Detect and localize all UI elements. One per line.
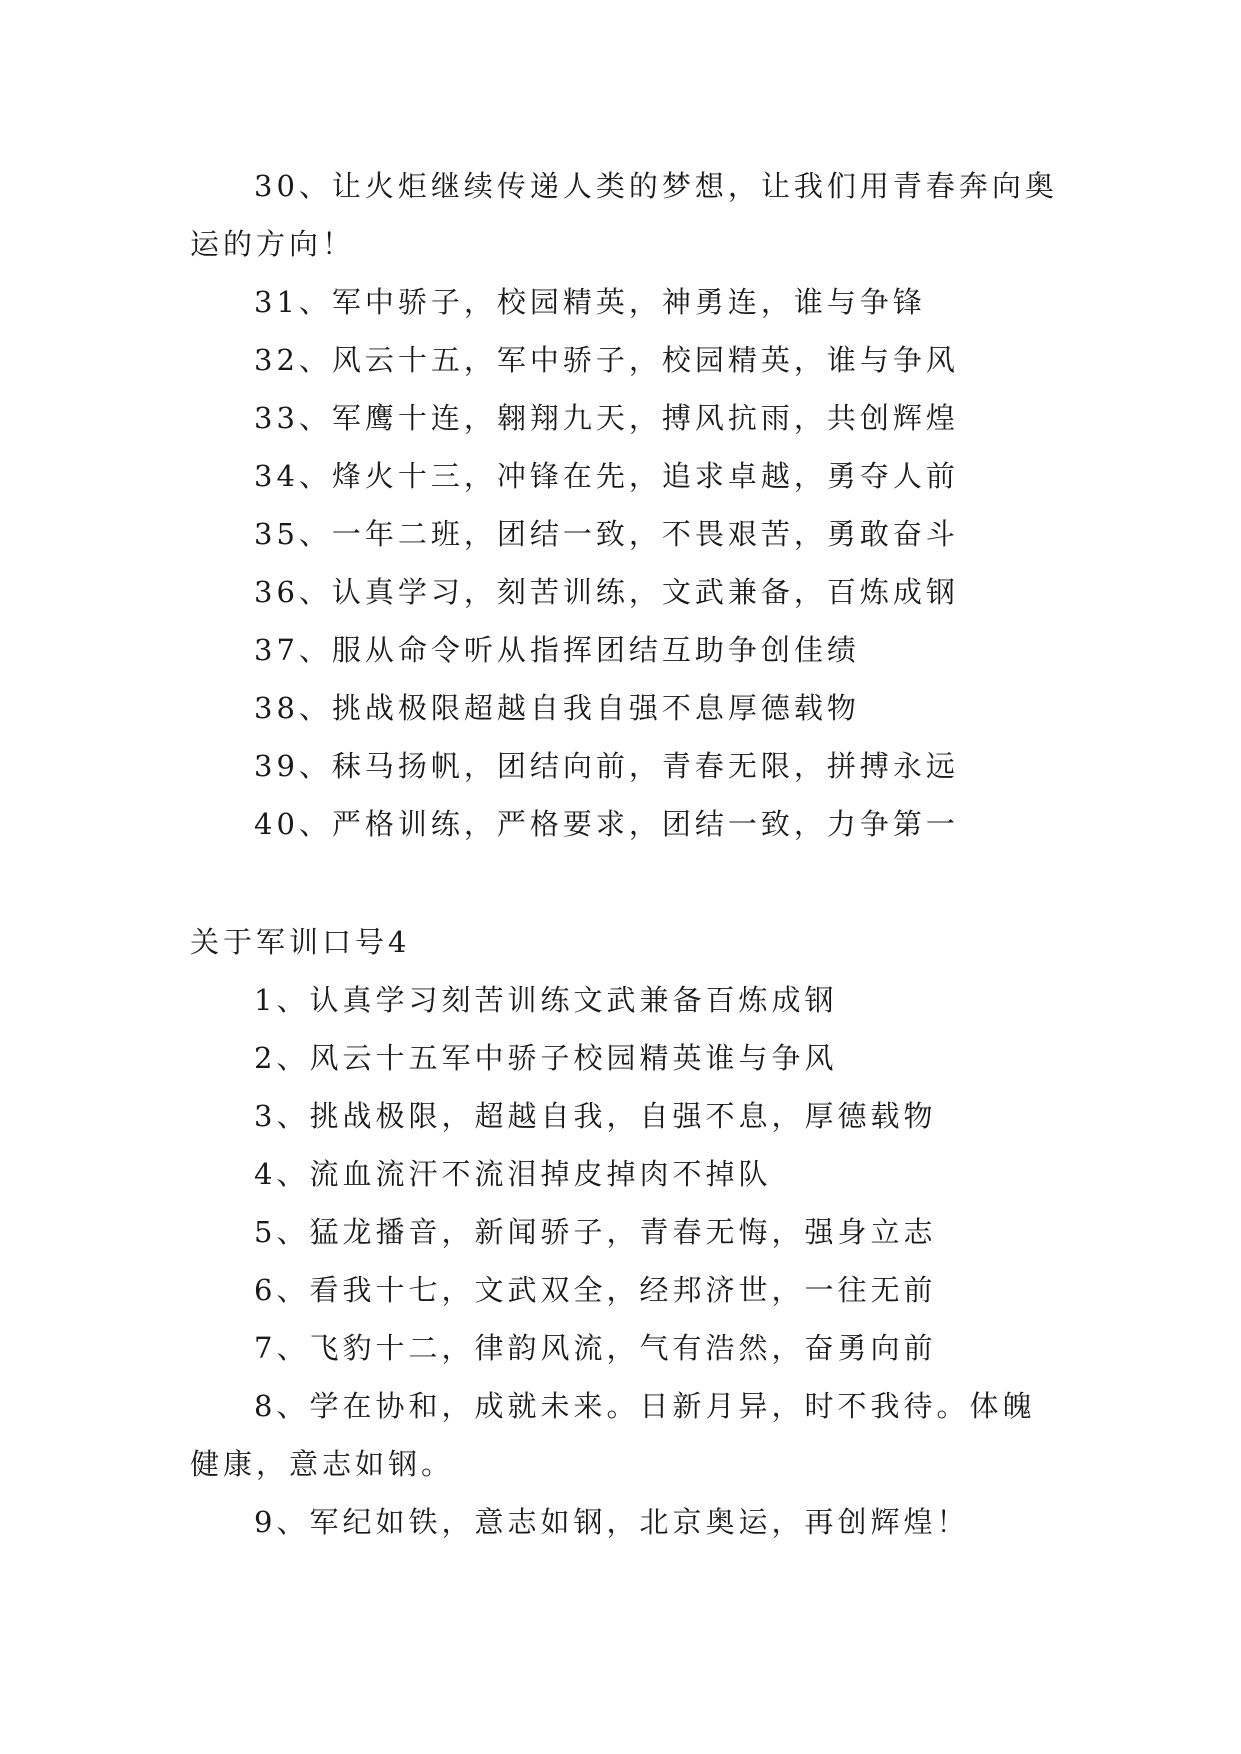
- slogan-item: 37、服从命令听从指挥团结互助争创佳绩: [254, 633, 860, 667]
- slogan-item: 2、风云十五军中骄子校园精英谁与争风: [254, 1041, 838, 1075]
- slogan-item: 9、军纪如铁，意志如钢，北京奥运，再创辉煌！: [254, 1505, 970, 1539]
- slogan-item: 3、挑战极限，超越自我，自强不息，厚德载物: [254, 1099, 937, 1133]
- section-heading: 关于军训口号4: [190, 925, 411, 959]
- slogan-item: 4、流血流汗不流泪掉皮掉肉不掉队: [254, 1157, 772, 1191]
- slogan-item: 33、军鹰十连，翱翔九天，搏风抗雨，共创辉煌: [254, 401, 959, 435]
- slogan-section-4: [190, 913, 1060, 1551]
- slogan-item: 34、烽火十三，冲锋在先，追求卓越，勇夺人前: [254, 459, 959, 493]
- slogan-item: 36、认真学习，刻苦训练，文武兼备，百炼成钢: [254, 575, 959, 609]
- slogan-item: 5、猛龙播音，新闻骄子，青春无悔，强身立志: [254, 1215, 937, 1249]
- slogan-item: 8、学在协和，成就未来。日新月异，时不我待。体魄健康，意志如钢。: [190, 1389, 1036, 1481]
- slogan-item: 6、看我十七，文武双全，经邦济世，一往无前: [254, 1273, 937, 1307]
- slogan-item: 35、一年二班，团结一致，不畏艰苦，勇敢奋斗: [254, 517, 959, 551]
- slogan-item: 7、飞豹十二，律韵风流，气有浩然，奋勇向前: [254, 1331, 937, 1365]
- slogan-item: 40、严格训练，严格要求，团结一致，力争第一: [254, 807, 959, 841]
- slogan-item: 39、秣马扬帆，团结向前，青春无限，拼搏永远: [254, 749, 959, 783]
- slogan-list-continued: [190, 157, 1060, 853]
- slogan-item: 38、挑战极限超越自我自强不息厚德载物: [254, 691, 860, 725]
- slogan-item: 32、风云十五，军中骄子，校园精英，谁与争风: [254, 343, 959, 377]
- slogan-item: 31、军中骄子，校园精英，神勇连，谁与争锋: [254, 285, 926, 319]
- slogan-item: 30、让火炬继续传递人类的梦想，让我们用青春奔向奥运的方向！: [190, 169, 1058, 261]
- slogan-item: 1、认真学习刻苦训练文武兼备百炼成钢: [254, 983, 838, 1017]
